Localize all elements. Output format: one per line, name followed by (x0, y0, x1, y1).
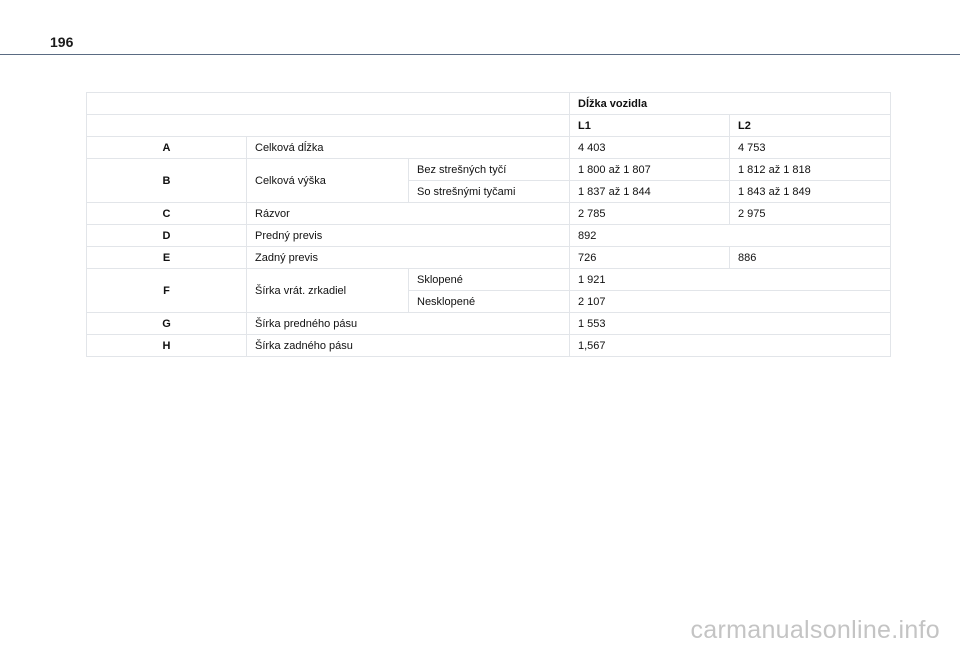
row-label: Šírka vrát. zrkadiel (247, 269, 409, 313)
value-l2: 886 (730, 247, 891, 269)
length-header: Dĺžka vozidla (570, 93, 891, 115)
row-code: E (87, 247, 247, 269)
row-sublabel: Bez strešných tyčí (409, 159, 570, 181)
row-sublabel: Nesklopené (409, 291, 570, 313)
row-code: H (87, 335, 247, 357)
value-l1: 726 (570, 247, 730, 269)
row-code: D (87, 225, 247, 247)
table-cell-empty (87, 115, 570, 137)
row-sublabel: Sklopené (409, 269, 570, 291)
value-shared: 2 107 (570, 291, 891, 313)
value-l2: 2 975 (730, 203, 891, 225)
table-row (87, 225, 891, 247)
value-l1: 1 800 až 1 807 (570, 159, 730, 181)
value-shared: 1 921 (570, 269, 891, 291)
value-shared: 1,567 (570, 335, 891, 357)
value-l1: 1 837 až 1 844 (570, 181, 730, 203)
table-row (87, 313, 891, 335)
watermark: carmanualsonline.info (690, 616, 940, 644)
row-sublabel: So strešnými tyčami (409, 181, 570, 203)
value-shared: 892 (570, 225, 891, 247)
value-l2: 4 753 (730, 137, 891, 159)
table-row (87, 93, 891, 115)
table-row (87, 203, 891, 225)
row-code: B (87, 159, 247, 203)
value-shared: 1 553 (570, 313, 891, 335)
row-code: G (87, 313, 247, 335)
table-row (87, 269, 891, 291)
column-header-l2: L2 (730, 115, 891, 137)
value-l2: 1 843 až 1 849 (730, 181, 891, 203)
table-row (87, 335, 891, 357)
table-row (87, 159, 891, 181)
page-number: 196 (50, 34, 74, 50)
column-header-l1: L1 (570, 115, 730, 137)
table-row (87, 115, 891, 137)
value-l1: 2 785 (570, 203, 730, 225)
row-label: Šírka predného pásu (247, 313, 570, 335)
table-row (87, 137, 891, 159)
row-label: Predný previs (247, 225, 570, 247)
row-code: A (87, 137, 247, 159)
row-code: C (87, 203, 247, 225)
row-label: Rázvor (247, 203, 570, 225)
row-label: Zadný previs (247, 247, 570, 269)
table-cell-empty (87, 93, 570, 115)
row-label: Celková dĺžka (247, 137, 570, 159)
row-label: Celková výška (247, 159, 409, 203)
row-code: F (87, 269, 247, 313)
value-l1: 4 403 (570, 137, 730, 159)
row-label: Šírka zadného pásu (247, 335, 570, 357)
dimensions-table (86, 92, 891, 357)
header-divider (0, 54, 960, 55)
table-row (87, 247, 891, 269)
value-l2: 1 812 až 1 818 (730, 159, 891, 181)
